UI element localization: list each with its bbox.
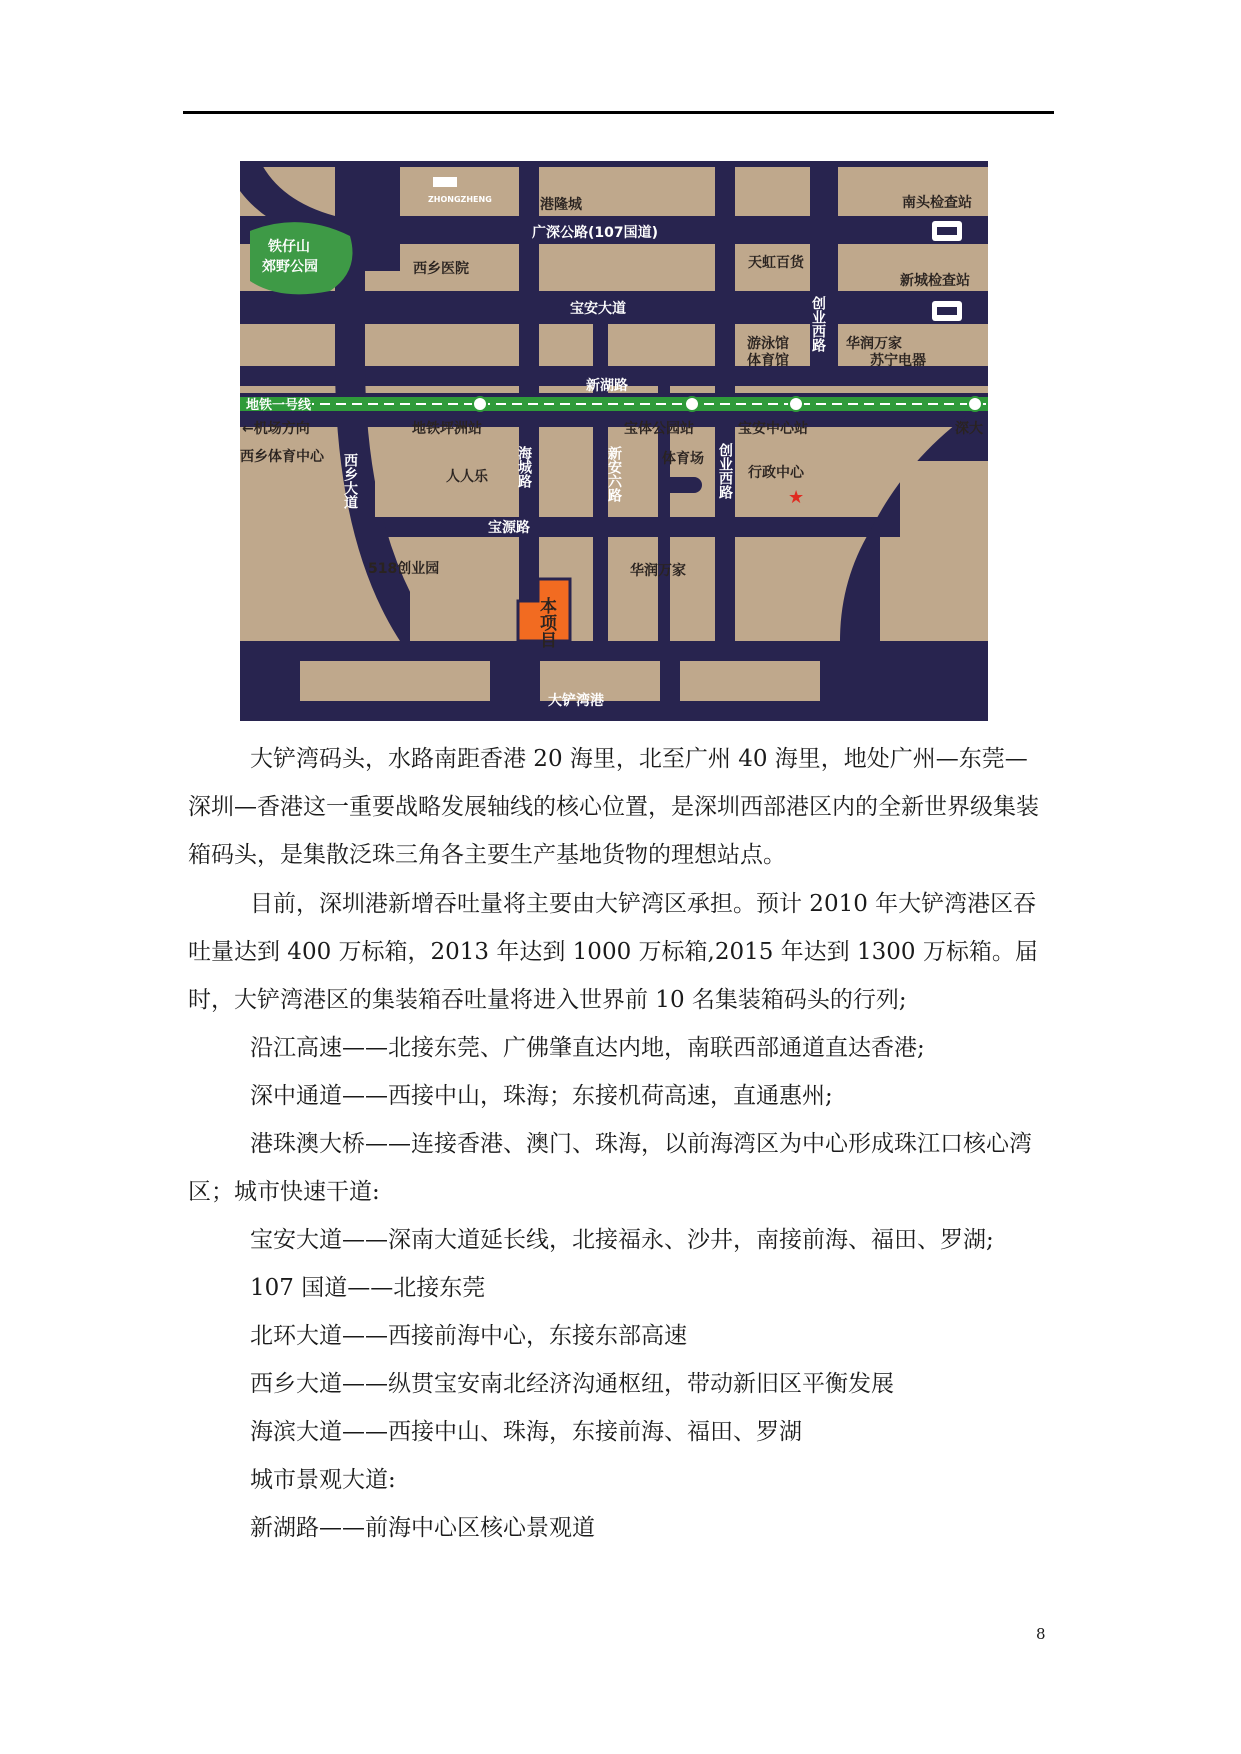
- paragraph-text: 宝安大道——深南大道延长线，北接福永、沙井，南接前海、福田、罗湖;: [250, 1227, 994, 1253]
- label-xinan6-road: 新安六路: [606, 446, 622, 502]
- label-xixiang-sports: 西乡体育中心: [240, 449, 324, 465]
- label-tiezaishan-2: 郊野公园: [262, 259, 318, 275]
- label-project: 本项目: [536, 597, 556, 648]
- paragraph-11: [188, 1456, 1048, 1504]
- label-renrenle: 人人乐: [446, 469, 488, 485]
- paragraph-text: 城市景观大道:: [250, 1467, 396, 1493]
- label-xixiang-hospital: 西乡医院: [413, 261, 469, 277]
- location-map: [240, 161, 988, 721]
- paragraph-9: [188, 1360, 1048, 1408]
- paragraph-10: [188, 1408, 1048, 1456]
- label-admin-center: 行政中心: [748, 465, 804, 481]
- paragraph-text: 港珠澳大桥——连接香港、澳门、珠海，以前海湾区为中心形成珠江口核心湾区；城市快速干道:: [188, 1131, 1032, 1205]
- paragraph-text: 新湖路——前海中心区核心景观道: [250, 1515, 595, 1541]
- paragraph-text: 深中通道——西接中山，珠海；东接机荷高速，直通惠州;: [250, 1083, 833, 1109]
- label-park518: 518创业园: [368, 561, 440, 577]
- label-haicheng-road: 海城路: [516, 446, 532, 488]
- label-ganglongcheng: 港隆城: [540, 197, 582, 213]
- paragraph-text: 北环大道——西接前海中心，东接东部高速: [250, 1323, 687, 1349]
- label-airport-dir: ←机场方向: [242, 421, 310, 437]
- paragraph-12: [188, 1504, 1048, 1552]
- label-baoan-avenue: 宝安大道: [570, 301, 626, 317]
- label-shenda: 深大: [955, 421, 983, 437]
- paragraph-text: 大铲湾码头，水路南距香港 20 海里，北至广州 40 海里，地处广州—东莞—深圳—香港这一重要战略发展轴线的核心位置，是深圳西部港区内的全新世界级集装箱码头，是集散泛珠三角各主要生产基地货物的理想站点。: [188, 746, 1039, 868]
- paragraph-text: 沿江高速——北接东莞、广佛肇直达内地，南联西部通道直达香港;: [250, 1035, 925, 1061]
- paragraph-text: 目前，深圳港新增吞吐量将主要由大铲湾区承担。预计 2010 年大铲湾港区吞吐量达到 400 万标箱，2013 年达到 1000 万标箱,2015 年达到 1300 万标箱。届时，大铲湾港区的集装箱吞吐量将进入世界前 10 名集装箱码头的行列;: [188, 891, 1038, 1013]
- paragraph-8: [188, 1312, 1048, 1360]
- map-svg: [240, 161, 988, 721]
- label-xinhu-road: 新湖路: [586, 378, 628, 394]
- paragraph-4: [188, 1072, 1048, 1120]
- label-station-park: 宝体公园站: [624, 421, 694, 437]
- label-station-pingzhou: 地铁坪洲站: [412, 421, 482, 437]
- label-road-guangshen: 广深公路(107国道): [532, 225, 659, 241]
- page-number: 8: [1036, 1625, 1046, 1643]
- paragraph-6: [188, 1216, 1048, 1264]
- paragraph-7: [188, 1264, 1048, 1312]
- paragraph-text: 海滨大道——西接中山、珠海，东接前海、福田、罗湖: [250, 1419, 802, 1445]
- label-stadium: 体育场: [662, 451, 704, 467]
- label-chuangye-west-2: 创业西路: [717, 443, 733, 499]
- label-baoyuan-road: 宝源路: [488, 520, 530, 536]
- paragraph-5: [188, 1120, 1048, 1216]
- label-suning: 苏宁电器: [870, 353, 926, 369]
- label-metro-line: 地铁一号线: [246, 398, 312, 413]
- paragraph-1: [188, 735, 1048, 879]
- label-chuangye-west: 创业西路: [810, 296, 826, 352]
- paragraph-text: 西乡大道——纵贯宝安南北经济沟通枢纽，带动新旧区平衡发展: [250, 1371, 894, 1397]
- label-nantou: 南头检查站: [902, 195, 972, 211]
- label-tianhong: 天虹百货: [748, 255, 804, 271]
- label-tiezaishan-1: 铁仔山: [268, 239, 310, 255]
- label-swim-1: 游泳馆: [747, 336, 789, 352]
- paragraph-3: [188, 1024, 1048, 1072]
- label-station-center: 宝安中心站: [738, 421, 808, 437]
- label-swim-2: 体育馆: [747, 353, 789, 369]
- label-crv-south: 华润万家: [630, 563, 686, 579]
- label-crv-north: 华润万家: [846, 336, 902, 352]
- label-xixiang-avenue: 西乡大道: [342, 453, 358, 509]
- admin-star-icon: ★: [788, 487, 805, 508]
- label-dachan-port: 大铲湾港: [548, 693, 604, 709]
- label-xinchengjc: 新城检查站: [900, 273, 970, 289]
- svg-text:ZHONGZHENG: ZHONGZHENG: [428, 195, 492, 204]
- paragraph-2: [188, 880, 1048, 1024]
- stadium-shape: [658, 477, 702, 493]
- paragraph-text: 107 国道——北接东莞: [250, 1275, 486, 1301]
- header-rule: [183, 111, 1054, 114]
- metro-line-1: [240, 397, 988, 411]
